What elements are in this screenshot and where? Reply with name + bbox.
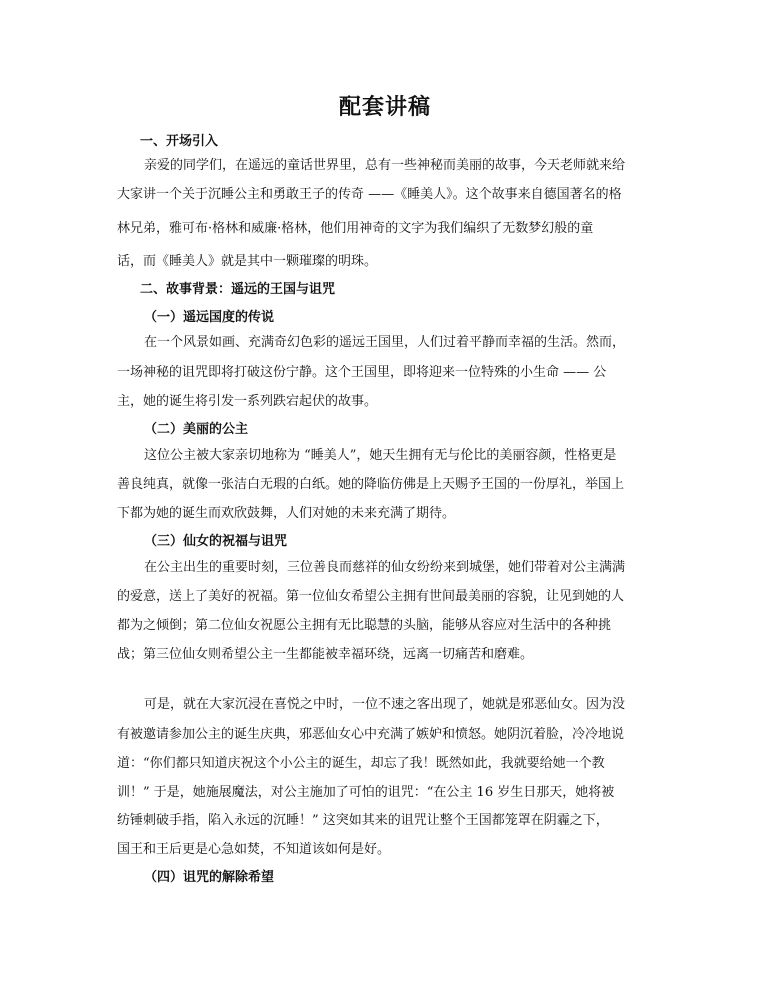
paragraph-line: 纺锤刺破手指，陷入永远的沉睡！” 这突如其来的诅咒让整个王国都笼罩在阴霾之下， (117, 813, 609, 828)
subsection-heading-legend: （一）遥远国度的传说 (144, 310, 275, 325)
paragraph-line: 亲爱的同学们，在遥远的童话世界里，总有一些神秘而美丽的故事，今天老师就来给 (144, 158, 626, 173)
paragraph-line: 林兄弟，雅可布·格林和威廉·格林，他们用神奇的文字为我们编织了无数梦幻般的童 (117, 221, 594, 236)
paragraph-line: 道：“你们都只知道庆祝这个小公主的诞生，却忘了我！既然如此，我就要给她一个教 (117, 756, 605, 771)
section-heading-background: 二、故事背景：遥远的王国与诅咒 (140, 282, 336, 297)
paragraph-line: 善良纯真，就像一张洁白无瑕的白纸。她的降临仿佛是上天赐予王国的一份厚礼，举国上 (117, 477, 625, 492)
subsection-heading-princess: （二）美丽的公主 (144, 422, 249, 437)
paragraph-line: 主，她的诞生将引发一系列跌宕起伏的故事。 (117, 394, 378, 409)
paragraph-line: 一场神秘的诅咒即将打破这份宁静。这个王国里，即将迎来一位特殊的小生命 —— 公 (117, 365, 607, 380)
paragraph-line: 训！” 于是，她施展魔法，对公主施加了可怕的诅咒：“在公主 16 岁生日那天，她将被 (117, 785, 615, 800)
paragraph-line: 国王和王后更是心急如焚，不知道该如何是好。 (117, 842, 391, 857)
paragraph-line: 可是，就在大家沉浸在喜悦之中时，一位不速之客出现了，她就是邪恶仙女。因为没 (144, 697, 626, 712)
subsection-heading-fairies: （三）仙女的祝福与诅咒 (144, 534, 288, 549)
section-heading-intro: 一、开场引入 (140, 134, 219, 149)
paragraph-line: 有被邀请参加公主的诞生庆典，邪恶仙女心中充满了嫉妒和愤怒。她阴沉着脸，冷冷地说 (117, 727, 625, 742)
subsection-heading-hope: （四）诅咒的解除希望 (144, 870, 275, 885)
paragraph-line: 大家讲一个关于沉睡公主和勇敢王子的传奇 ——《睡美人》。这个故事来自德国著名的格 (117, 187, 622, 202)
paragraph-line: 战；第三位仙女则希望公主一生都能被幸福环绕，远离一切痛苦和磨难。 (117, 647, 534, 662)
paragraph-line: 这位公主被大家亲切地称为 “睡美人”，她天生拥有无与伦比的美丽容颜，性格更是 (144, 448, 617, 463)
paragraph-line: 下都为她的诞生而欢欣鼓舞，人们对她的未来充满了期待。 (117, 506, 456, 521)
document-title: 配套讲稿 (338, 94, 431, 120)
paragraph-line: 在一个风景如画、充满奇幻色彩的遥远王国里，人们过着平静而幸福的生活。然而， (144, 335, 626, 350)
paragraph-line: 的爱意，送上了美好的祝福。第一位仙女希望公主拥有世间最美丽的容貌，让见到她的人 (117, 589, 625, 604)
paragraph-line: 话，而《睡美人》就是其中一颗璀璨的明珠。 (117, 254, 378, 269)
paragraph-line: 都为之倾倒；第二位仙女祝愿公主拥有无比聪慧的头脑，能够从容应对生活中的各种挑 (117, 618, 612, 633)
paragraph-line: 在公主出生的重要时刻，三位善良而慈祥的仙女纷纷来到城堡，她们带着对公主满满 (144, 560, 626, 575)
